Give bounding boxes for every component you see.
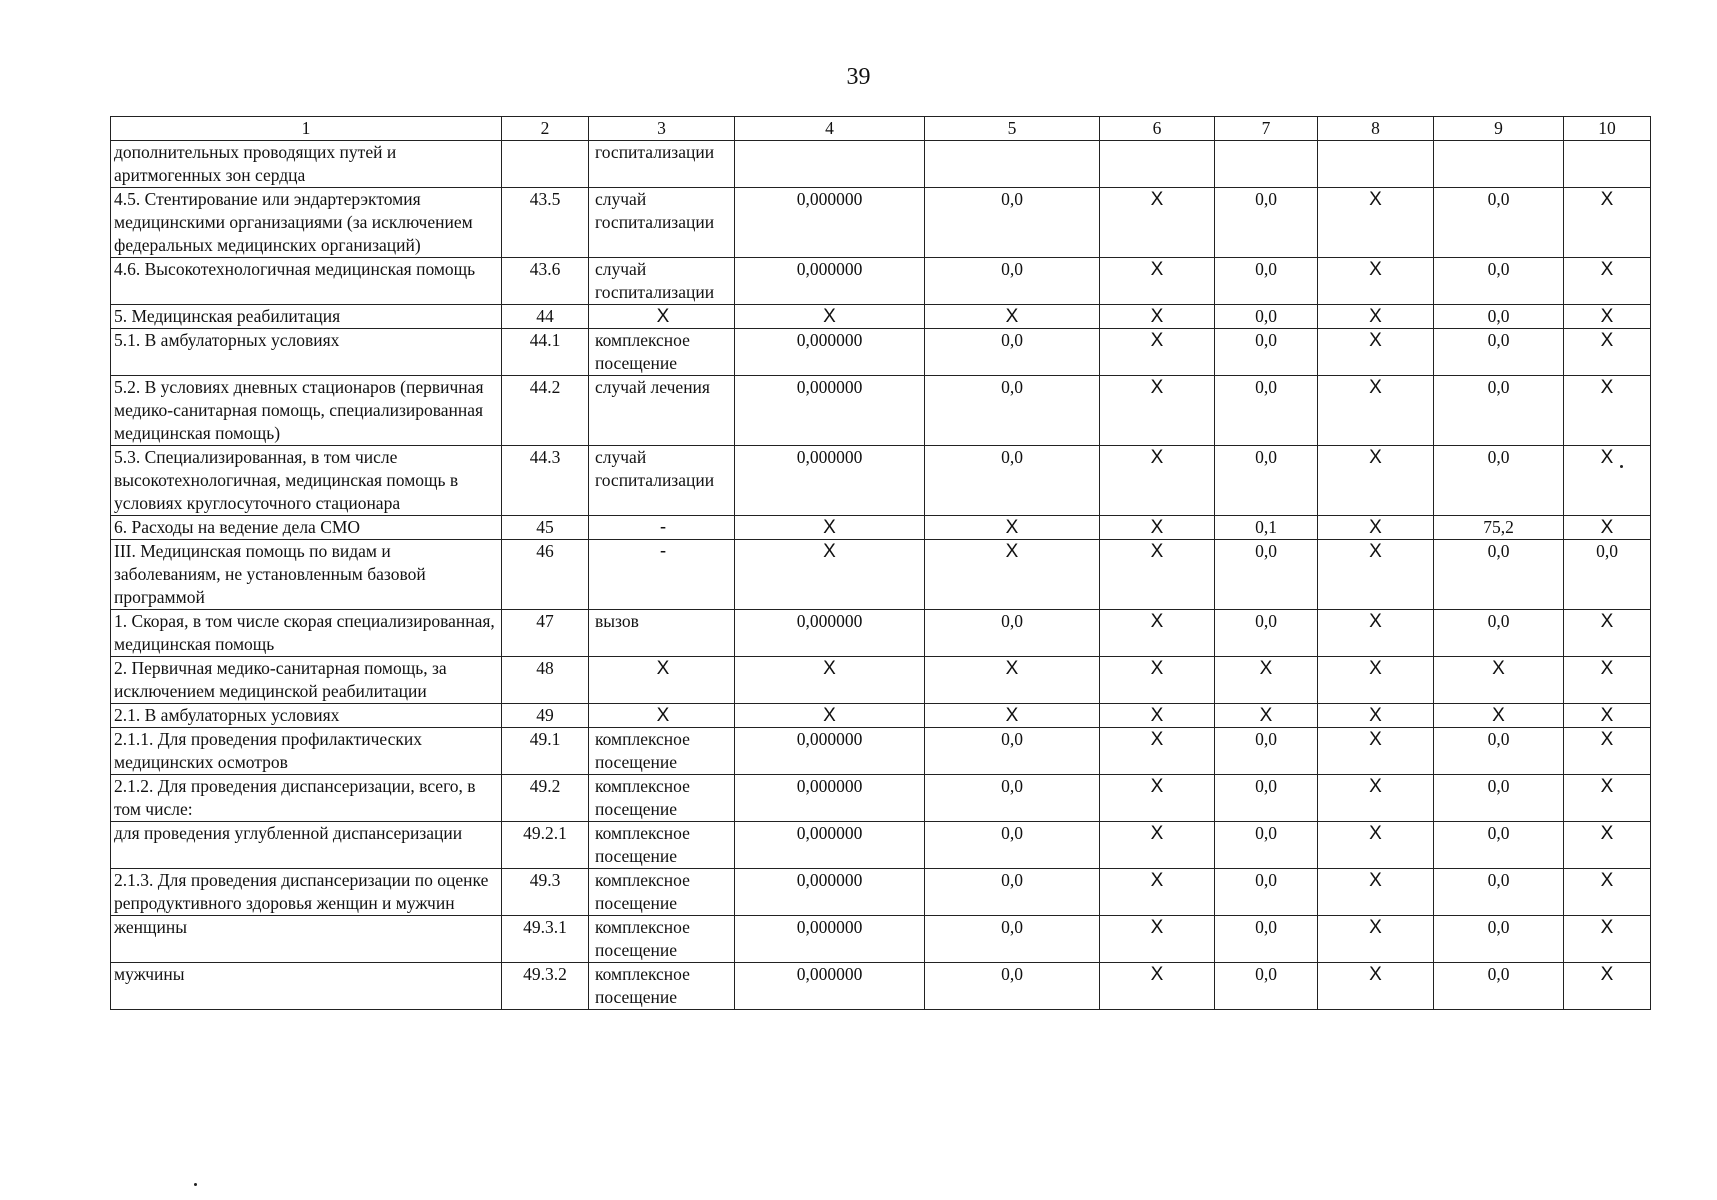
table-cell-col-5: 0,0 <box>925 963 1100 1010</box>
table-row <box>111 446 1651 516</box>
table-cell-col-6: X <box>1100 728 1215 775</box>
table-row <box>111 704 1651 728</box>
table-cell-col-2: 49.2.1 <box>502 822 589 869</box>
table-cell-col-7: 0,0 <box>1215 446 1318 516</box>
table-cell-col-4: 0,000000 <box>735 963 925 1010</box>
table-cell-col-5 <box>925 141 1100 188</box>
table-cell-col-6: X <box>1100 657 1215 704</box>
table-cell-col-2: 45 <box>502 516 589 540</box>
table-cell-col-8: X <box>1318 704 1434 728</box>
table-row <box>111 188 1651 258</box>
table-cell-col-4: 0,000000 <box>735 775 925 822</box>
table-cell-col-9: 0,0 <box>1434 869 1564 916</box>
data-table <box>110 116 1651 1010</box>
table-cell-col-8: X <box>1318 822 1434 869</box>
table-cell-col-4: X <box>735 540 925 610</box>
table-cell-col-2: 43.5 <box>502 188 589 258</box>
table-cell-col-9: X <box>1434 657 1564 704</box>
table-row <box>111 516 1651 540</box>
table-cell-col-4: 0,000000 <box>735 376 925 446</box>
table-cell-col-10: X <box>1564 305 1651 329</box>
column-header-2: 2 <box>502 117 589 141</box>
table-row <box>111 610 1651 657</box>
table-row <box>111 916 1651 963</box>
column-header-8: 8 <box>1318 117 1434 141</box>
table-row <box>111 775 1651 822</box>
table-cell-col-10: X <box>1564 963 1651 1010</box>
table-cell-col-7: X <box>1215 657 1318 704</box>
table-cell-col-10: 0,0 <box>1564 540 1651 610</box>
table-cell-col-2 <box>502 141 589 188</box>
table-cell-col-9: 0,0 <box>1434 258 1564 305</box>
table-cell-col-8: X <box>1318 610 1434 657</box>
table-cell-col-6: X <box>1100 305 1215 329</box>
table-cell-col-9: 0,0 <box>1434 822 1564 869</box>
table-cell-col-1: 5. Медицинская реабилитация <box>111 305 502 329</box>
table-row <box>111 305 1651 329</box>
page-number: 39 <box>846 64 871 90</box>
table-cell-col-4: X <box>735 657 925 704</box>
stray-mark <box>1620 465 1623 468</box>
table-cell-col-10: X <box>1564 657 1651 704</box>
table-row <box>111 141 1651 188</box>
table-cell-col-10: X <box>1564 329 1651 376</box>
table-cell-col-3: комплексное посещение <box>589 329 735 376</box>
table-cell-col-9: 0,0 <box>1434 376 1564 446</box>
table-cell-col-7: 0,1 <box>1215 516 1318 540</box>
table-cell-col-10: X <box>1564 516 1651 540</box>
table-cell-col-8: X <box>1318 258 1434 305</box>
table-cell-col-1: для проведения углубленной диспансеризации <box>111 822 502 869</box>
table-cell-col-3: случай лечения <box>589 376 735 446</box>
table-cell-col-2: 49 <box>502 704 589 728</box>
table-cell-col-10: X <box>1564 704 1651 728</box>
table-cell-col-8 <box>1318 141 1434 188</box>
column-header-1: 1 <box>111 117 502 141</box>
table-cell-col-9: 0,0 <box>1434 963 1564 1010</box>
table-cell-col-7: 0,0 <box>1215 376 1318 446</box>
table-cell-col-2: 44 <box>502 305 589 329</box>
table-cell-col-6: X <box>1100 446 1215 516</box>
table-body <box>111 141 1651 1010</box>
table-cell-col-3: X <box>589 657 735 704</box>
header-row <box>111 117 1651 141</box>
table-cell-col-2: 43.6 <box>502 258 589 305</box>
stray-mark <box>194 1183 197 1186</box>
table-cell-col-4: 0,000000 <box>735 869 925 916</box>
table-cell-col-6: X <box>1100 775 1215 822</box>
table-cell-col-4: X <box>735 305 925 329</box>
table-cell-col-5: X <box>925 704 1100 728</box>
table-cell-col-6: X <box>1100 188 1215 258</box>
table-cell-col-6: X <box>1100 258 1215 305</box>
table-cell-col-8: X <box>1318 728 1434 775</box>
table-cell-col-2: 46 <box>502 540 589 610</box>
table-cell-col-6 <box>1100 141 1215 188</box>
table-cell-col-6: X <box>1100 869 1215 916</box>
table-row <box>111 869 1651 916</box>
table-cell-col-1: 4.6. Высокотехнологичная медицинская помощь <box>111 258 502 305</box>
table-cell-col-9 <box>1434 141 1564 188</box>
table-cell-col-3: случай госпитализации <box>589 188 735 258</box>
table-cell-col-2: 47 <box>502 610 589 657</box>
column-header-6: 6 <box>1100 117 1215 141</box>
table-cell-col-4 <box>735 141 925 188</box>
table-cell-col-4: 0,000000 <box>735 329 925 376</box>
table-row <box>111 258 1651 305</box>
table-cell-col-9: 0,0 <box>1434 916 1564 963</box>
table-cell-col-9: 0,0 <box>1434 305 1564 329</box>
table-cell-col-1: женщины <box>111 916 502 963</box>
table-cell-col-3: комплексное посещение <box>589 775 735 822</box>
table-cell-col-3: комплексное посещение <box>589 869 735 916</box>
table-cell-col-6: X <box>1100 963 1215 1010</box>
table-cell-col-10: X <box>1564 775 1651 822</box>
table-cell-col-6: X <box>1100 516 1215 540</box>
table-cell-col-10: X <box>1564 258 1651 305</box>
table-cell-col-5: 0,0 <box>925 728 1100 775</box>
table-cell-col-2: 44.2 <box>502 376 589 446</box>
table-cell-col-4: 0,000000 <box>735 610 925 657</box>
table-cell-col-3: комплексное посещение <box>589 916 735 963</box>
table-cell-col-5: 0,0 <box>925 376 1100 446</box>
table-cell-col-3: вызов <box>589 610 735 657</box>
table-cell-col-10: X <box>1564 869 1651 916</box>
table-cell-col-4: 0,000000 <box>735 258 925 305</box>
table-cell-col-5: 0,0 <box>925 775 1100 822</box>
table-cell-col-8: X <box>1318 329 1434 376</box>
table-cell-col-10: X <box>1564 188 1651 258</box>
table-cell-col-7: 0,0 <box>1215 963 1318 1010</box>
table-cell-col-3: X <box>589 305 735 329</box>
table-cell-col-8: X <box>1318 376 1434 446</box>
table-cell-col-4: X <box>735 516 925 540</box>
table-cell-col-10: X <box>1564 376 1651 446</box>
table-cell-col-4: 0,000000 <box>735 446 925 516</box>
table-cell-col-5: 0,0 <box>925 822 1100 869</box>
table-cell-col-1: мужчины <box>111 963 502 1010</box>
table-cell-col-4: 0,000000 <box>735 822 925 869</box>
table-cell-col-5: X <box>925 516 1100 540</box>
table-cell-col-3: случай госпитализации <box>589 446 735 516</box>
table-cell-col-5: 0,0 <box>925 869 1100 916</box>
table-cell-col-5: 0,0 <box>925 258 1100 305</box>
table-cell-col-8: X <box>1318 446 1434 516</box>
table-cell-col-1: 2. Первичная медико-санитарная помощь, за исключением медицинской реабилитации <box>111 657 502 704</box>
table-cell-col-9: 0,0 <box>1434 728 1564 775</box>
table-cell-col-2: 44.1 <box>502 329 589 376</box>
table-cell-col-9: 0,0 <box>1434 540 1564 610</box>
table-cell-col-7: 0,0 <box>1215 610 1318 657</box>
table-row <box>111 540 1651 610</box>
table-cell-col-7: 0,0 <box>1215 728 1318 775</box>
table-cell-col-10: X <box>1564 610 1651 657</box>
table-cell-col-1: 4.5. Стентирование или эндартерэктомия медицинскими организациями (за исключением федеральных медицинских организаций) <box>111 188 502 258</box>
table-cell-col-7: 0,0 <box>1215 540 1318 610</box>
table-cell-col-3: комплексное посещение <box>589 963 735 1010</box>
table-cell-col-2: 49.3.1 <box>502 916 589 963</box>
table-cell-col-2: 48 <box>502 657 589 704</box>
table-cell-col-1: 1. Скорая, в том числе скорая специализированная, медицинская помощь <box>111 610 502 657</box>
table-cell-col-10: X <box>1564 822 1651 869</box>
table-cell-col-8: X <box>1318 657 1434 704</box>
table-cell-col-3: госпитализации <box>589 141 735 188</box>
table-cell-col-3: - <box>589 516 735 540</box>
table-cell-col-1: 5.1. В амбулаторных условиях <box>111 329 502 376</box>
table-cell-col-1: 6. Расходы на ведение дела СМО <box>111 516 502 540</box>
table-row <box>111 822 1651 869</box>
table-cell-col-9: X <box>1434 704 1564 728</box>
table-cell-col-1: 2.1. В амбулаторных условиях <box>111 704 502 728</box>
table-cell-col-9: 0,0 <box>1434 188 1564 258</box>
table-cell-col-10 <box>1564 141 1651 188</box>
table-cell-col-7: 0,0 <box>1215 188 1318 258</box>
column-header-3: 3 <box>589 117 735 141</box>
table-cell-col-4: X <box>735 704 925 728</box>
table-cell-col-9: 0,0 <box>1434 446 1564 516</box>
table-cell-col-3: комплексное посещение <box>589 728 735 775</box>
table-cell-col-7: 0,0 <box>1215 916 1318 963</box>
table-cell-col-1: 5.2. В условиях дневных стационаров (первичная медико-санитарная помощь, специализированная медицинская помощь) <box>111 376 502 446</box>
table-cell-col-4: 0,000000 <box>735 728 925 775</box>
column-header-10: 10 <box>1564 117 1651 141</box>
table-cell-col-3: комплексное посещение <box>589 822 735 869</box>
table-row <box>111 376 1651 446</box>
table-cell-col-7: 0,0 <box>1215 869 1318 916</box>
table-cell-col-8: X <box>1318 305 1434 329</box>
table-cell-col-6: X <box>1100 704 1215 728</box>
table-cell-col-10: X <box>1564 728 1651 775</box>
table-cell-col-6: X <box>1100 540 1215 610</box>
table-row <box>111 657 1651 704</box>
table-cell-col-5: 0,0 <box>925 610 1100 657</box>
table-cell-col-3: - <box>589 540 735 610</box>
table-cell-col-2: 49.1 <box>502 728 589 775</box>
table-cell-col-10: X <box>1564 446 1651 516</box>
table-cell-col-5: X <box>925 540 1100 610</box>
table-cell-col-7: 0,0 <box>1215 258 1318 305</box>
table-cell-col-6: X <box>1100 376 1215 446</box>
table-row <box>111 329 1651 376</box>
table-cell-col-10: X <box>1564 916 1651 963</box>
table-cell-col-5: X <box>925 305 1100 329</box>
table-cell-col-1: 2.1.2. Для проведения диспансеризации, всего, в том числе: <box>111 775 502 822</box>
table-cell-col-6: X <box>1100 329 1215 376</box>
table-cell-col-2: 49.3 <box>502 869 589 916</box>
table-header <box>111 117 1651 141</box>
table-cell-col-1: дополнительных проводящих путей и аритмогенных зон сердца <box>111 141 502 188</box>
table-cell-col-5: 0,0 <box>925 329 1100 376</box>
table-cell-col-7: 0,0 <box>1215 305 1318 329</box>
table-cell-col-1: 2.1.1. Для проведения профилактических медицинских осмотров <box>111 728 502 775</box>
table-cell-col-8: X <box>1318 540 1434 610</box>
table-cell-col-3: X <box>589 704 735 728</box>
table-cell-col-8: X <box>1318 188 1434 258</box>
table-cell-col-6: X <box>1100 610 1215 657</box>
table-cell-col-6: X <box>1100 822 1215 869</box>
table-row <box>111 728 1651 775</box>
table-cell-col-1: III. Медицинская помощь по видам и заболеваниям, не установленным базовой программой <box>111 540 502 610</box>
table-cell-col-8: X <box>1318 775 1434 822</box>
table-cell-col-8: X <box>1318 916 1434 963</box>
table-cell-col-8: X <box>1318 869 1434 916</box>
table-cell-col-7: 0,0 <box>1215 822 1318 869</box>
table-cell-col-2: 49.2 <box>502 775 589 822</box>
table-cell-col-9: 0,0 <box>1434 775 1564 822</box>
table-cell-col-5: 0,0 <box>925 446 1100 516</box>
table-cell-col-9: 0,0 <box>1434 329 1564 376</box>
column-header-5: 5 <box>925 117 1100 141</box>
table-cell-col-4: 0,000000 <box>735 916 925 963</box>
table-cell-col-9: 75,2 <box>1434 516 1564 540</box>
column-header-9: 9 <box>1434 117 1564 141</box>
table-cell-col-2: 44.3 <box>502 446 589 516</box>
table-cell-col-7: 0,0 <box>1215 775 1318 822</box>
table-row <box>111 963 1651 1010</box>
table-cell-col-5: 0,0 <box>925 916 1100 963</box>
table-cell-col-5: 0,0 <box>925 188 1100 258</box>
table-cell-col-3: случай госпитализации <box>589 258 735 305</box>
table-cell-col-2: 49.3.2 <box>502 963 589 1010</box>
table-cell-col-7: 0,0 <box>1215 329 1318 376</box>
table-cell-col-6: X <box>1100 916 1215 963</box>
table-cell-col-5: X <box>925 657 1100 704</box>
table-cell-col-7 <box>1215 141 1318 188</box>
table-cell-col-9: 0,0 <box>1434 610 1564 657</box>
column-header-7: 7 <box>1215 117 1318 141</box>
table-cell-col-8: X <box>1318 516 1434 540</box>
table-cell-col-4: 0,000000 <box>735 188 925 258</box>
table-cell-col-8: X <box>1318 963 1434 1010</box>
table-cell-col-7: X <box>1215 704 1318 728</box>
column-header-4: 4 <box>735 117 925 141</box>
table-cell-col-1: 5.3. Специализированная, в том числе высокотехнологичная, медицинская помощь в условиях круглосуточного стационара <box>111 446 502 516</box>
table-cell-col-1: 2.1.3. Для проведения диспансеризации по оценке репродуктивного здоровья женщин и мужчин <box>111 869 502 916</box>
